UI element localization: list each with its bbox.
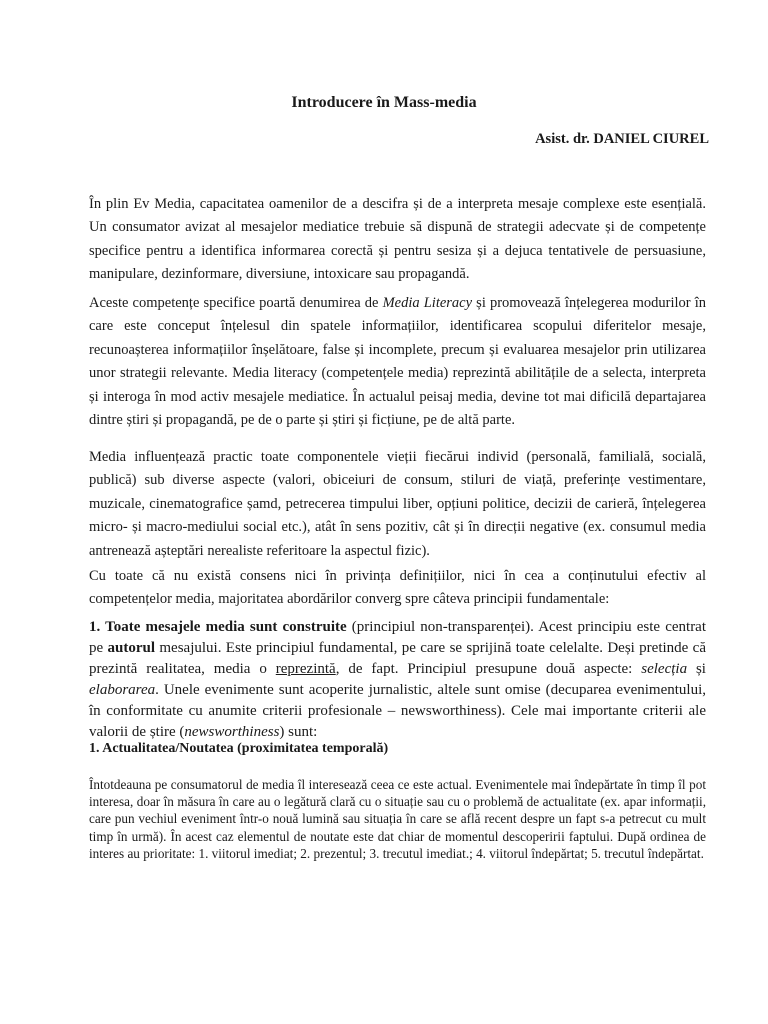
principle-one-lead: 1. Toate mesajele media sunt construite — [89, 619, 347, 635]
paragraph-text: , de fapt. Principiul presupune două aspecte: — [335, 661, 642, 677]
paragraph-text: și promovează înțelegerea modurilor în care este conceput înțelesul din spatele informațiilor, identificarea scopului diferitelor mesaje, recunoașterea informațiilor înșelătoare, false și incomplete, precum și evaluarea mesajelor prin utilizarea unor strategii relevante. Media literacy (competențele media) reprezintă abilitățile de a selecta, interpreta și interoga în mod activ mesajele mediatice. În actualul peisaj media, devine tot mai dificilă departajarea dintre știri și propagandă, pe de o parte și știri și ficțiune, pe de altă parte. — [89, 295, 706, 429]
paragraph-text: . Unele evenimente sunt acoperite jurnalistic, altele sunt omise (decuparea evenimentului, în conformitate cu anumite criterii profesionale – newsworthiness). Cele mai importante criterii ale valorii de știre ( — [89, 682, 706, 740]
section-heading-actualitate: 1. Actualitatea/Noutatea (proximitatea temporală) — [89, 741, 389, 756]
emphasis-selectia: selecția — [641, 661, 688, 677]
paragraph-text: Aceste competențe specifice poartă denumirea de — [89, 295, 383, 311]
emphasis-newsworthiness: newsworthiness — [184, 724, 280, 740]
page-title: Introducere în Mass-media — [291, 94, 477, 111]
paragraph-text: ) sunt: — [279, 724, 318, 740]
paragraph-media-influence: Media influențează practic toate componentele vieții fiecărui individ (personală, familială, socială, publică) sub diverse aspecte (valori, obiceiuri de consum, stiluri de viață, preferințe vestimentare, muzicale, cinematografice șamd, petrecerea timpului liber, opțiuni politice, decizii de carieră, înțelegerea micro- și macro-mediului social etc.), atât în sens pozitiv, cât și în direcții negative (ex. consumul media antrenează așteptări nerealiste referitoare la aspectul fizic). — [89, 449, 706, 559]
paragraph-text: și — [687, 661, 706, 677]
media-literacy-term: Media Literacy — [382, 295, 473, 311]
emphasis-elaborarea: elaborarea — [89, 682, 156, 698]
emphasis-autorul: autorul — [107, 640, 156, 656]
paragraph-actualitate: Întotdeauna pe consumatorul de media îl interesează ceea ce este actual. Evenimentele mai îndepărtate în timp îl pot interesa, doar în măsura în care au o legătură clară cu o situație sau cu o problemă de actualitate (ex. apar informații, care pun vechiul eveniment într-o nouă lumină sau situația în care se află recent despre un fapt s-a petrecut cu mult timp în urmă). În acest caz elementul de noutate este dat chiar de momentul descoperirii faptului. După ordinea de interes au prioritate: 1. viitorul imediat; 2. prezentul; 3. trecutul imediat.; 4. viitorul îndepărtat; 5. trecutul îndepărtat. — [89, 777, 706, 861]
paragraph-intro: În plin Ev Media, capacitatea oamenilor de a descifra și de a interpreta mesaje complexe este esențială. Un consumator avizat al mesajelor mediatice trebuie să dispună de strategii adecvate și de competențe specifice pentru a identifica informarea corectă și pentru sesiza și a dejuca tentativele de persuasiune, manipulare, dezinformare, diversiune, intoxicare sau propagandă. — [89, 196, 706, 283]
author-line: Asist. dr. DANIEL CIUREL — [535, 131, 709, 147]
emphasis-reprezinta: reprezintă — [275, 661, 336, 677]
paragraph-text: (principiul non-transparenței). Acest principiu este centrat pe — [89, 619, 707, 656]
paragraph-principle-one — [89, 617, 706, 743]
paragraph-media-literacy — [89, 292, 706, 432]
paragraph-principles-intro: Cu toate că nu există consens nici în privința definițiilor, nici în cea a conținutului efectiv al competențelor media, majoritatea abordărilor converg spre câteva principii fundamentale: — [89, 568, 706, 608]
paragraph-text: mesajului. Este principiul fundamental, pe care se sprijină toate celelalte. Deși pretinde că prezintă realitatea, media o — [89, 640, 706, 677]
